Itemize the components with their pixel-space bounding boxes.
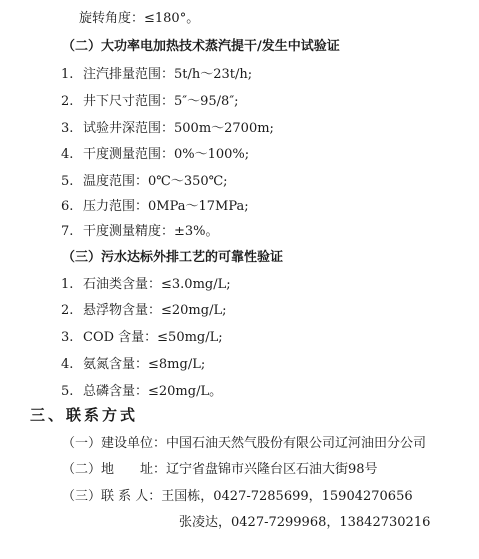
list-item-text: 干度测量精度：±3%。: [83, 224, 219, 239]
list-item-text: 悬浮物含量：≤20mg/L;: [83, 303, 227, 318]
list-item-text: 试验井深范围：500m～2700m;: [83, 121, 274, 136]
contact-heading: 三、联系方式: [30, 406, 139, 424]
list-item-number: 7.: [61, 224, 74, 239]
list-item: [61, 120, 274, 138]
list-item: [61, 93, 239, 111]
list-item-number: 4.: [61, 147, 74, 162]
rotation-angle-line: 旋转角度：≤180°。: [79, 11, 200, 26]
list-item-number: 3.: [61, 330, 74, 345]
list-item-text: 压力范围：0MPa～17MPa;: [83, 199, 249, 214]
list-item-number: 2.: [61, 94, 74, 109]
section-2-title: （二）大功率电加热技术蒸汽提干/发生中试验证: [62, 39, 340, 54]
list-item-text: 石油类含量：≤3.0mg/L;: [83, 277, 231, 292]
list-item: [61, 223, 219, 241]
list-item: [61, 276, 231, 294]
list-item-text: 氨氮含量：≤8mg/L;: [83, 357, 206, 372]
list-item: [61, 356, 205, 374]
list-item-number: 4.: [61, 357, 74, 372]
list-item: [61, 329, 223, 347]
list-item-number: 2.: [61, 303, 74, 318]
contact-person-2-text: 张凌达，0427-7299968，13842730216: [179, 515, 431, 530]
list-item-text: 注汽排量范围：5t/h～23t/h;: [83, 67, 253, 82]
list-item: [61, 302, 226, 320]
list-item-text: 温度范围：0℃～350℃;: [83, 174, 228, 189]
list-item: [61, 383, 222, 401]
list-item-number: 3.: [61, 121, 74, 136]
list-item-text: COD 含量：≤50mg/L;: [83, 330, 223, 345]
contact-person-line: （三）联 系 人：王国栋，0427-7285699，15904270656: [62, 489, 413, 504]
list-item: [61, 66, 252, 84]
list-item: [61, 146, 249, 164]
section-3-title: （三）污水达标外排工艺的可靠性验证: [62, 250, 284, 265]
contact-address-line: （二）地 址：辽宁省盘锦市兴隆台区石油大街98号: [62, 462, 378, 477]
list-item-text: 井下尺寸范围：5″～95/8″;: [83, 94, 239, 109]
list-item-number: 1.: [61, 277, 74, 292]
list-item-text: 干度测量范围：0%～100%;: [83, 147, 250, 162]
list-item-number: 5.: [61, 174, 74, 189]
list-item-number: 1.: [61, 67, 74, 82]
list-item: [61, 173, 228, 191]
list-item-text: 总磷含量：≤20mg/L。: [83, 384, 223, 399]
list-item-number: 6.: [61, 199, 74, 214]
list-item-number: 5.: [61, 384, 74, 399]
contact-unit-line: （一）建设单位：中国石油天然气股份有限公司辽河油田分公司: [62, 436, 427, 451]
contact-person-line-2: [62, 514, 430, 532]
list-item: [61, 198, 249, 216]
